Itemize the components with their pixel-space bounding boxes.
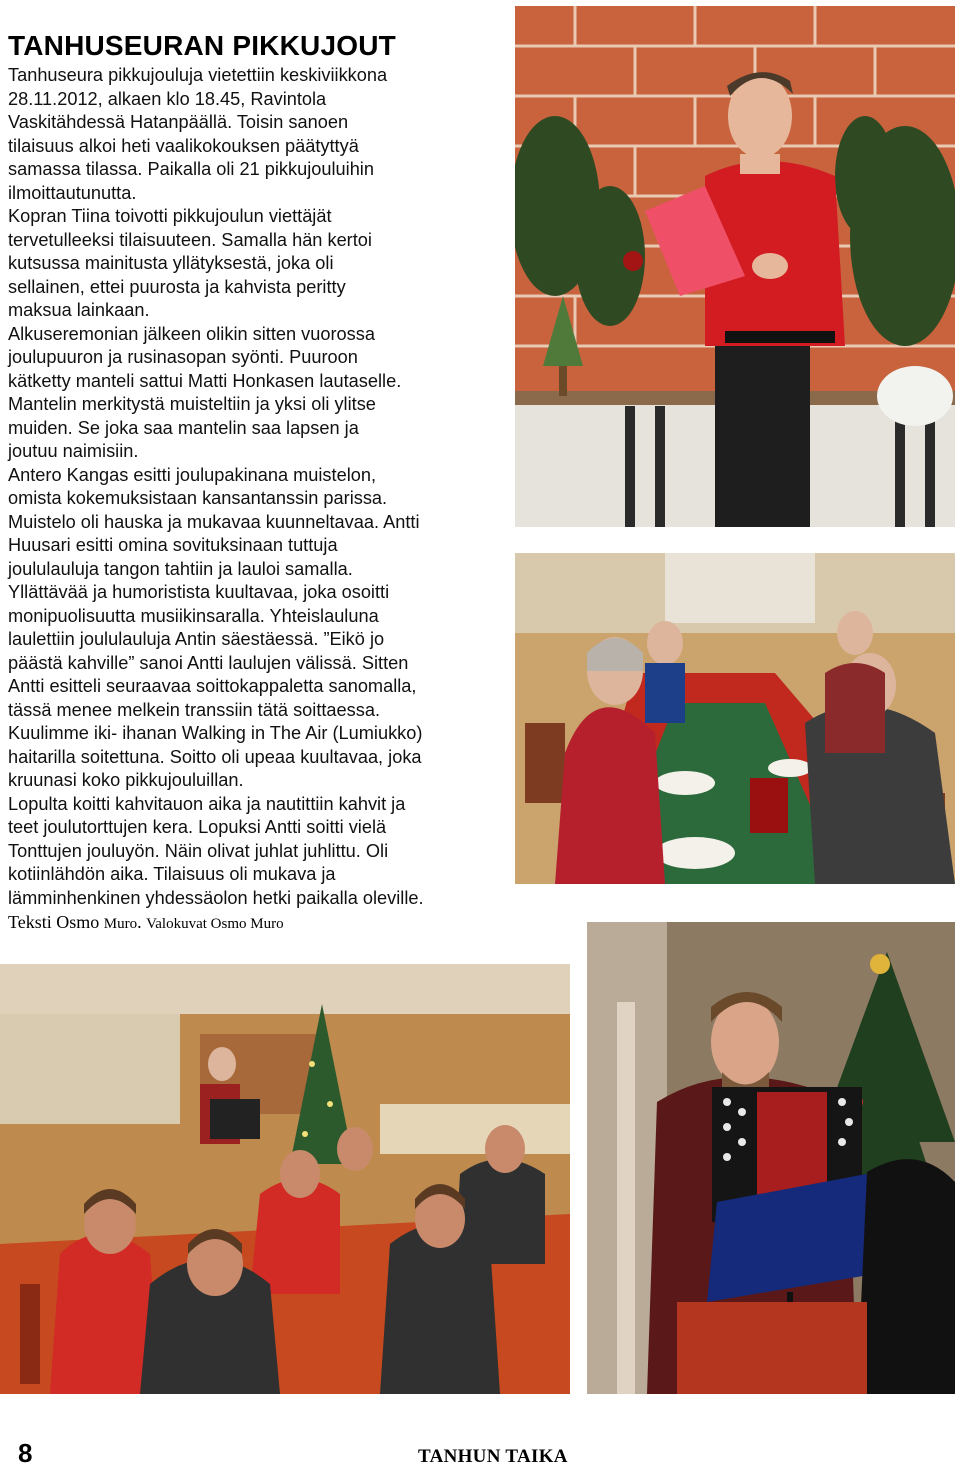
photo-room — [0, 964, 570, 1394]
credit-photos: Valokuvat Osmo Muro — [146, 916, 284, 932]
credit-dot: . — [137, 912, 147, 932]
paragraph-4: Antero Kangas esitti joulupakinana muistelon, omista kokemuksistaan kansantanssin parissa. Muistelo oli hauska ja mukavaa kuunneltavaa. Antti Huusari esitti omina sovituksinaan tuttuja joululauluja tangon tahtiin ja lauloi samalla. Yllättävää ja humoristista kuultavaa, joka osoitti monipuolisuutta musiikinsaralla. Yhteislauluna laulettiin joululauluja Antin säestäessä. ”Eikö jo päästä kahville” sanoi Antti laulujen välissä. Sitten Antti esitteli seuraavaa soittokappaletta sanomalla, tässä menee melkein transsiin tätä soittaessa. Kuulimme iki- ihanan Walking in The Air (Lumiukko) haitarilla soitettuna. Soitto oli upeaa kuultavaa, joka kruunasi koko pikkujouluillan. — [8, 464, 423, 790]
photo-accordion — [587, 922, 955, 1394]
photo-credit — [8, 912, 508, 933]
page-number: 8 — [18, 1438, 33, 1468]
paragraph-2: Kopran Tiina toivotti pikkujoulun viettäjät tervetulleeksi tilaisuuteen. Samalla hän kertoi kutsussa mainitusta yllätyksestä, joka oli sellainen, ettei puurosta ja kahvista peritty maksua lainkaan. — [8, 206, 372, 320]
credit-muro: Muro — [103, 916, 138, 932]
article — [8, 30, 508, 933]
article-title: TANHUSEURAN PIKKUJOUT — [8, 30, 396, 61]
photo-dinner — [515, 553, 955, 884]
paragraph-5: Lopulta koitti kahvitauon aika ja nautittiin kahvit ja teet joulutorttujen kera. Lopuksi Antti soitti vielä Tonttujen jouluyön. Näin olivat juhlat juhlittu. Oli kotiinlähdön aika. Tilaisuus oli mukava ja lämminhenkinen yhdessäolon hetki paikalla oleville. — [8, 793, 424, 908]
magazine-name: TANHUN TAIKA — [418, 1446, 568, 1467]
paragraph-3: Alkuseremonian jälkeen olikin sitten vuorossa joulupuuron ja rusinasopan syönti. Puuroon kätketty manteli sattui Matti Honkasen lautaselle. Mantelin merkitystä muisteltiin ja yksi oli ylitse muiden. Se joka saa mantelin saa lapsen ja joutuu naimisiin. — [8, 323, 402, 461]
credit-text: Teksti Osmo — [8, 912, 104, 932]
photo-speaker — [515, 6, 955, 527]
paragraph-1: Tanhuseura pikkujouluja vietettiin keskiviikkona 28.11.2012, alkaen klo 18.45, Ravintola Vaskitähdessä Hatanpäällä. Toisin sanoen tilaisuus alkoi heti vaalikokouksen päätyttyä samassa tilassa. Paikalla oli 21 pikkujouluihin ilmoittautunutta. — [8, 65, 388, 203]
